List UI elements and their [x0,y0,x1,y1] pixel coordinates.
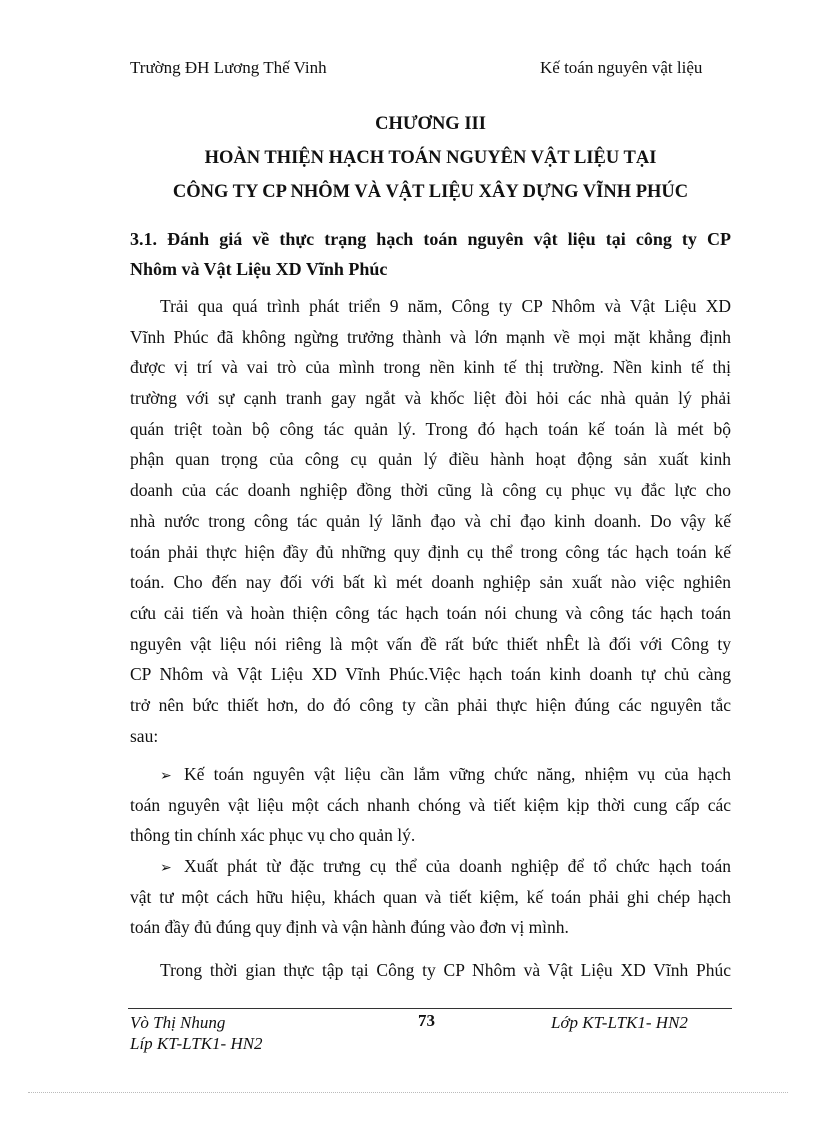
chapter-label: CHƯƠNG III [375,114,486,134]
bullet-text: Xuất phát từ đặc trưng cụ thể của doanh nghiệp để tổ chức hạch toán [184,856,731,876]
section-heading-line-1: 3.1. Đánh giá về thực trạng hạch toán nguyên vật liệu tại công ty CP [130,229,731,249]
paragraph-line: cứu cải tiến và hoàn thiện công tác hạch toán nói chung và công tác hạch toán [130,602,731,623]
section-heading [130,224,731,284]
paragraph-line: toán. Cho đến nay đối với bất kì mét doanh nghiệp sản xuất nào việc nghiên [130,572,731,593]
paragraph-line: Trong thời gian thực tập tại Công ty CP Nhôm và Vật Liệu XD Vĩnh Phúc [160,960,731,980]
bullet-item-1 [130,759,731,851]
footer-author: Vò Thị Nhung [130,1013,226,1032]
header-school: Trường ĐH Lương Thế Vinh [130,58,327,77]
paragraph-1 [130,291,731,751]
section-heading-line-2: Nhôm và Vật Liệu XD Vĩnh Phúc [130,259,388,279]
bullet-line [130,759,731,790]
paragraph-line: nhà nước trong công tác quản lý lãnh đạo và chỉ đạo kinh doanh. Do vậy kế [130,510,731,531]
arrow-bullet-icon: ➢ [160,861,172,876]
paragraph-2 [130,955,731,986]
chapter-title-line-1: HOÀN THIỆN HẠCH TOÁN NGUYÊN VẬT LIỆU TẠI [204,148,657,168]
paragraph-line: phận quan trọng của công cụ quản lý điều hành hoạt động sản xuất kinh [130,449,731,470]
paragraph-line: Vĩnh Phúc đã không ngừng trưởng thành và lớn mạnh về mọi mặt khẳng định [130,326,731,347]
bullet-line [130,851,731,882]
chapter-title-line-2: CÔNG TY CP NHÔM VÀ VẬT LIỆU XÂY DỰNG VĨNH PHÚC [172,182,689,202]
paragraph-line: được vị trí và vai trò của mình trong nền kinh tế thị trường. Nền kinh tế thị [130,357,731,378]
paragraph-line: doanh của các doanh nghiệp đồng thời cũng là công cụ phục vụ đắc lực cho [130,480,731,501]
footer-class-right: Lớp KT-LTK1- HN2 [551,1013,688,1032]
paragraph-line: sau: [130,725,159,746]
bullet-line: vật tư một cách hữu hiệu, khách quan và tiết kiệm, kế toán phải ghi chép hạch [130,886,731,907]
paragraph-line: CP Nhôm và Vật Liệu XD Vĩnh Phúc.Việc hạch toán kinh doanh tự chủ càng [130,664,731,685]
bullet-line: toán đầy đủ đúng quy định và vận hành đúng vào đơn vị mình. [130,917,569,938]
bullet-line: thông tin chính xác phục vụ cho quản lý. [130,825,416,846]
header-subject: Kế toán nguyên vật liệu [540,58,703,77]
page-bottom-dotted-border [28,1092,788,1093]
paragraph-line: trường với sự cạnh tranh gay ngắt và khốc liệt đòi hỏi các nhà quản lý phải [130,388,731,409]
arrow-bullet-icon: ➢ [160,769,172,784]
bullet-text: Kế toán nguyên vật liệu cần lắm vững chức năng, nhiệm vụ của hạch [184,764,731,784]
footer-divider [128,1008,732,1009]
bullet-line: toán nguyên vật liệu một cách nhanh chóng và tiết kiệm kịp thời cung cấp các [130,794,731,815]
paragraph-line: nguyên vật liệu nói riêng là một vấn đề rất bức thiết nhÊt là đối với Công ty [130,633,731,654]
paragraph-line: toán phải thực hiện đầy đủ những quy định cụ thể trong công tác hạch toán kế [130,541,731,562]
footer-class-left: Líp KT-LTK1- HN2 [130,1034,263,1053]
page-number: 73 [418,1011,435,1030]
paragraph-line: trở nên bức thiết hơn, do đó công ty cần phải thực hiện đúng các nguyên tắc [130,694,731,715]
bullet-item-2 [130,851,731,943]
paragraph-line: Trải qua quá trình phát triển 9 năm, Công ty CP Nhôm và Vật Liệu XD [160,296,731,316]
paragraph-line: quán triệt toàn bộ công tác quản lý. Trong đó hạch toán kế toán là mét bộ [130,418,731,439]
